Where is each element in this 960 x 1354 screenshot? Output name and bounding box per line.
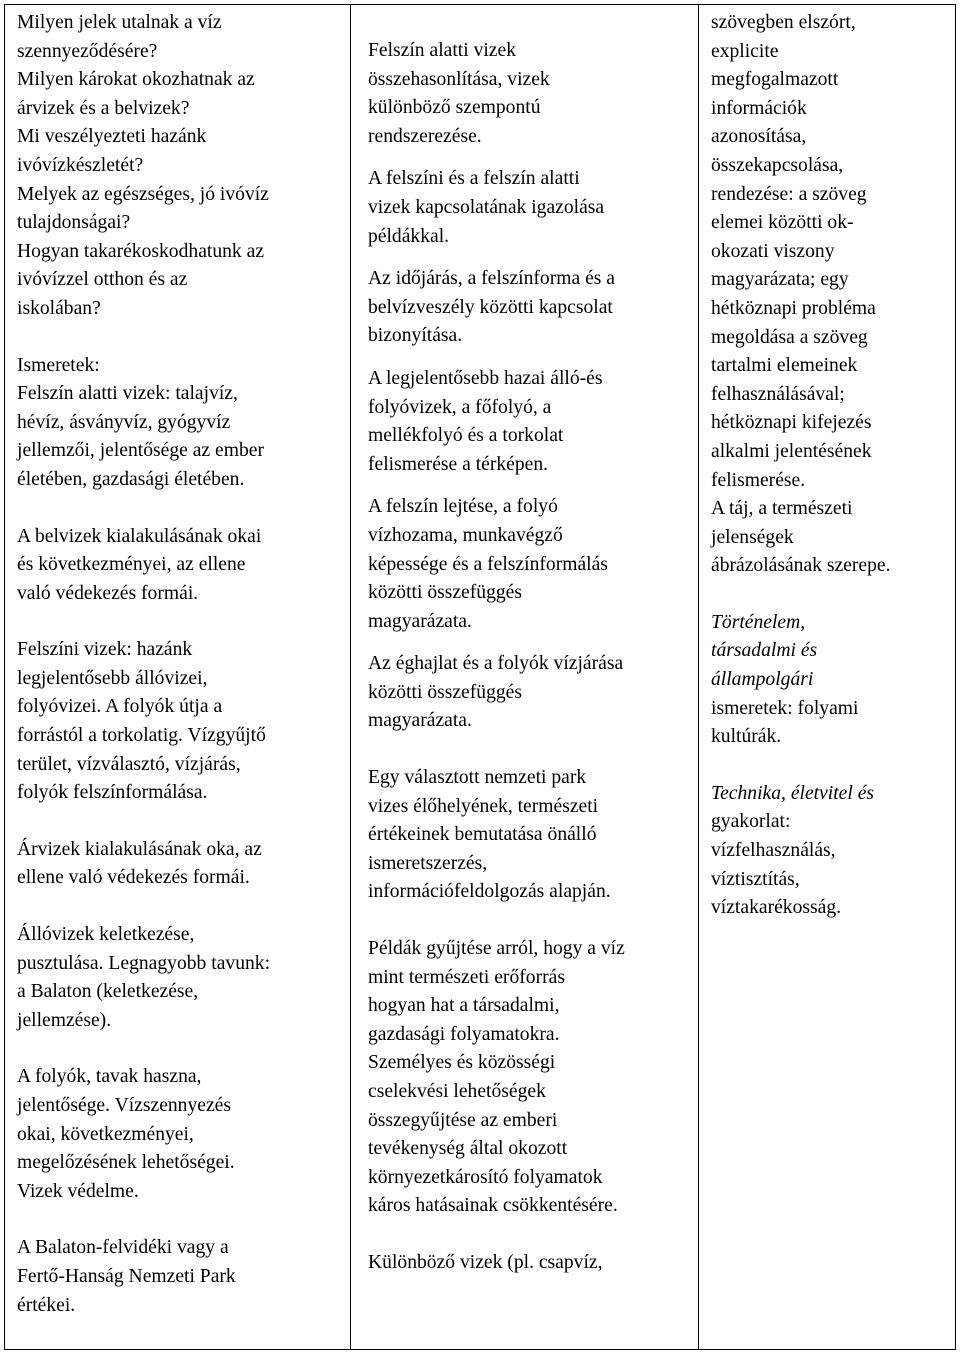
water-usefulness-paragraph: A folyók, tavak haszna, jelentősége. Vízszennyezés okai, következményei, megelőzésének lehetőségei. Vizek védelme. (17, 1066, 235, 1202)
surface-water-paragraph: Felszíni vizek: hazánk legjelentősebb állóvizei, folyóvizei. A folyók útja a forrástól a torkolatig. Vízgyűjtő terület, vízválasztó, vízjárás, folyók felszínformálása. (17, 639, 266, 804)
technology-label: Technika, életvitel és (711, 782, 875, 804)
national-parks-paragraph: A Balaton-felvidéki vagy a Fertő-Hanság Nemzeti Park értékei. (17, 1237, 236, 1316)
activity-paragraph: A legjelentősebb hazai álló-és folyóvizek, a főfolyó, a mellékfolyó és a torkolat felismerése a térképen. (368, 367, 603, 475)
activity-paragraph: Különböző vizek (pl. csapvíz, (368, 1251, 603, 1273)
curriculum-table (4, 4, 956, 1350)
activity-paragraph: Egy választott nemzeti park vizes élőhelyének, természeti értékeinek bemutatása önálló ismeretszerzés, információfeldolgozás alapján. (368, 767, 611, 903)
connections-column (698, 5, 955, 1349)
technology-text: gyakorlat: vízfelhasználás, víztisztítás, víztakarékosság. (711, 811, 842, 919)
activity-paragraph: Az éghajlat és a folyók vízjárása közötti összefüggés magyarázata. (368, 653, 624, 732)
activity-paragraph: A felszíni és a felszín alatti vizek kapcsolatának igazolása példákkal. (368, 168, 605, 247)
guiding-questions: Milyen jelek utalnak a víz szennyeződésére? Milyen károkat okozhatnak az árvizek és a belvizek? Mi veszélyezteti hazánk ivóvízkészletét? Melyek az egészséges, jó ivóvíz tulajdonságai? Hogyan takarékoskodhatunk az ivóvízzel otthon és az iskolában? (17, 12, 269, 319)
activity-paragraph: Az időjárás, a felszínforma és a belvízveszély közötti kapcsolat bizonyítása. (368, 268, 615, 347)
lakes-paragraph: Állóvizek keletkezése, pusztulása. Legnagyobb tavunk: a Balaton (keletkezése, jellemzése). (17, 924, 271, 1031)
activity-paragraph: Felszín alatti vizek összehasonlítása, vizek különböző szempontú rendszerezése. (368, 40, 550, 147)
inland-water-paragraph: A belvizek kialakulásának okai és következményei, az ellene való védekezés formái. (17, 525, 262, 604)
floods-paragraph: Árvizek kialakulásának oka, az ellene való védekezés formái. (17, 838, 262, 889)
content-column (5, 5, 350, 1349)
history-label: Történelem, társadalmi és állampolgári (711, 611, 818, 691)
activity-paragraph: Példák gyűjtése arról, hogy a víz mint természeti erőforrás hogyan hat a társadalmi, gazdasági folyamatokra. Személyes és közösségi cselekvési lehetőségek összegyűjtése az emberi tevékenység által okozott környezetkárosító folyamatok káros hatásainak csökkentésére. (368, 938, 625, 1217)
activities-column (350, 5, 698, 1349)
history-text: ismeretek: folyami kultúrák. (711, 697, 859, 748)
knowledge-label: Ismeretek: (17, 354, 100, 376)
activity-paragraph: A felszín lejtése, a folyó vízhozama, munkavégző képessége és a felszínformálás közötti összefüggés magyarázata. (368, 496, 608, 632)
groundwater-paragraph: Felszín alatti vizek: talajvíz, hévíz, ásványvíz, gyógyvíz jellemzői, jelentősége az ember életében, gazdasági életében. (17, 383, 264, 490)
reading-skills-paragraph: szövegben elszórt, explicite megfogalmazott információk azonosítása, összekapcsolása, rendezése: a szöveg elemei közötti ok- okozati viszony magyarázata; egy hétköznapi probléma megoldása a szöveg tartalmi elemeinek felhasználásával; hétköznapi kifejezés alkalmi jelentésének felismerése. A táj, a természeti jelenségek ábrázolásának szerepe. (711, 12, 891, 577)
